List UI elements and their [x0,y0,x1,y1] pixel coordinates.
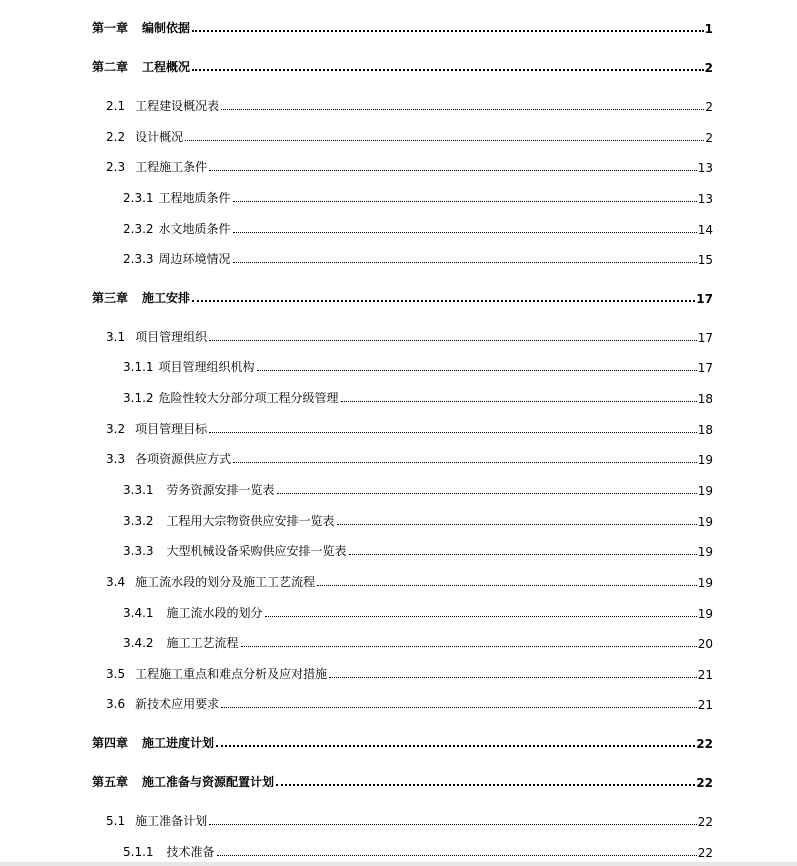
dot-leader [221,707,697,708]
toc-entry-chapter-1[interactable] [92,18,713,36]
toc-entry-number: 2.3 [106,160,126,174]
toc-entry-page: 22 [697,846,713,860]
dot-leader [209,432,697,433]
toc-entry-number: 2.3.3 [123,252,154,266]
toc-entry-title: 设计概况 [135,130,184,144]
toc-entry-page: 19 [697,576,713,590]
toc-entry-page: 17 [697,331,713,345]
toc-entry-page: 17 [697,361,713,375]
dot-leader [209,340,697,341]
toc-entry-title: 工程用大宗物资供应安排一览表 [166,514,335,528]
toc-entry-title: 工程施工条件 [135,160,208,174]
dot-leader [337,524,697,525]
toc-entry-page: 19 [697,515,713,529]
toc-entry-title: 各项资源供应方式 [135,452,232,466]
dot-leader [233,462,697,463]
toc-entry-section[interactable] [106,419,713,437]
toc-entry-title: 工程建设概况表 [135,99,220,113]
dot-leader [329,677,697,678]
toc-entry-chapter-3[interactable] [92,288,713,306]
toc-entry-section[interactable] [106,572,713,590]
dot-leader [349,554,697,555]
toc-entry-subsection[interactable] [123,603,713,621]
toc-entry-title: 施工进度计划 [142,736,215,750]
toc-entry-page: 19 [697,484,713,498]
toc-entry-section[interactable] [106,157,713,175]
dot-leader [257,370,697,371]
toc-entry-page: 20 [697,637,713,651]
toc-entry-number: 第二章 [92,60,129,74]
toc-entry-title: 项目管理组织机构 [158,360,255,374]
dot-leader [221,109,704,110]
toc-entry-subsection[interactable] [123,633,713,651]
page-bottom-edge [0,862,797,866]
toc-entry-subsection[interactable] [123,480,713,498]
toc-entry-page: 22 [697,815,713,829]
toc-entry-title: 施工准备计划 [135,814,208,828]
toc-entry-number: 3.3.2 [123,514,154,528]
toc-entry-number: 第五章 [92,775,129,789]
toc-entry-number: 3.1.2 [123,391,154,405]
toc-entry-title: 施工安排 [142,291,191,305]
toc-entry-page: 21 [697,668,713,682]
toc-entry-title: 施工工艺流程 [166,636,239,650]
toc-entry-title: 周边环境情况 [158,252,231,266]
toc-entry-page: 13 [697,161,713,175]
toc-entry-number: 5.1 [106,814,126,828]
toc-entry-title: 编制依据 [142,21,191,35]
dot-leader [341,401,697,402]
toc-entry-title: 项目管理组织 [135,330,208,344]
toc-entry-page: 2 [705,100,713,114]
toc-entry-section[interactable] [106,96,713,114]
toc-entry-number: 3.1 [106,330,126,344]
toc-entry-chapter-4[interactable] [92,733,713,751]
toc-entry-title: 工程概况 [142,60,191,74]
dot-leader [192,30,704,32]
toc-entry-number: 3.3.3 [123,544,154,558]
toc-entry-title: 大型机械设备采购供应安排一览表 [166,544,347,558]
toc-entry-number: 2.3.2 [123,222,154,236]
toc-entry-page: 2 [704,61,713,75]
toc-entry-subsection[interactable] [123,541,713,559]
toc-entry-chapter-2[interactable] [92,57,713,75]
toc-entry-number: 3.3 [106,452,126,466]
toc-entry-subsection[interactable] [123,219,713,237]
toc-entry-title: 水文地质条件 [158,222,231,236]
toc-entry-page: 18 [697,392,713,406]
dot-leader [217,855,697,856]
dot-leader [317,585,697,586]
dot-leader [185,140,704,141]
toc-entry-section[interactable] [106,694,713,712]
toc-entry-subsection[interactable] [123,388,713,406]
toc-entry-page: 18 [697,423,713,437]
dot-leader [233,262,697,263]
toc-entry-title: 技术准备 [166,845,215,859]
toc-entry-section[interactable] [106,449,713,467]
toc-entry-number: 第一章 [92,21,129,35]
dot-leader [233,201,697,202]
toc-entry-title: 新技术应用要求 [135,697,220,711]
toc-entry-page: 13 [697,192,713,206]
toc-entry-page: 22 [696,737,713,751]
toc-entry-number: 2.1 [106,99,126,113]
toc-entry-number: 3.4 [106,575,126,589]
toc-entry-title: 施工流水段的划分 [166,606,263,620]
toc-entry-page: 21 [697,698,713,712]
toc-entry-page: 15 [697,253,713,267]
toc-entry-number: 3.6 [106,697,126,711]
toc-entry-section[interactable] [106,327,713,345]
dot-leader [241,646,697,647]
toc-entry-title: 劳务资源安排一览表 [166,483,275,497]
toc-entry-subsection[interactable] [123,842,713,860]
toc-entry-subsection[interactable] [123,511,713,529]
toc-entry-number: 第三章 [92,291,129,305]
toc-entry-subsection[interactable] [123,357,713,375]
toc-entry-chapter-5[interactable] [92,772,713,790]
dot-leader [209,824,697,825]
dot-leader [192,300,695,302]
dot-leader [216,745,695,747]
toc-entry-title: 工程施工重点和难点分析及应对措施 [135,667,328,681]
toc-entry-section[interactable] [106,127,713,145]
toc-entry-number: 2.2 [106,130,126,144]
dot-leader [276,784,695,786]
toc-entry-subsection[interactable] [123,249,713,267]
toc-entry-page: 14 [697,223,713,237]
dot-leader [265,616,697,617]
toc-entry-number: 3.3.1 [123,483,154,497]
toc-entry-number: 2.3.1 [123,191,154,205]
dot-leader [277,493,697,494]
toc-entry-title: 工程地质条件 [158,191,231,205]
toc-entry-number: 3.1.1 [123,360,154,374]
toc-entry-number: 5.1.1 [123,845,154,859]
toc-entry-number: 3.5 [106,667,126,681]
toc-entry-page: 17 [696,292,713,306]
toc-entry-title: 危险性较大分部分项工程分级管理 [158,391,339,405]
dot-leader [192,69,704,71]
toc-entry-number: 3.4.1 [123,606,154,620]
toc-entry-title: 施工流水段的划分及施工工艺流程 [135,575,316,589]
toc-entry-page: 1 [704,22,713,36]
toc-entry-subsection[interactable] [123,188,713,206]
toc-entry-number: 3.4.2 [123,636,154,650]
toc-entry-section[interactable] [106,811,713,829]
toc-entry-title: 项目管理目标 [135,422,208,436]
toc-entry-page: 2 [705,131,713,145]
toc-entry-page: 22 [696,776,713,790]
toc-entry-title: 施工准备与资源配置计划 [142,775,275,789]
toc-entry-page: 19 [697,453,713,467]
toc-entry-page: 19 [697,607,713,621]
dot-leader [209,170,697,171]
toc-entry-number: 3.2 [106,422,126,436]
toc-entry-page: 19 [697,545,713,559]
dot-leader [233,232,697,233]
toc-entry-section[interactable] [106,664,713,682]
toc-entry-number: 第四章 [92,736,129,750]
